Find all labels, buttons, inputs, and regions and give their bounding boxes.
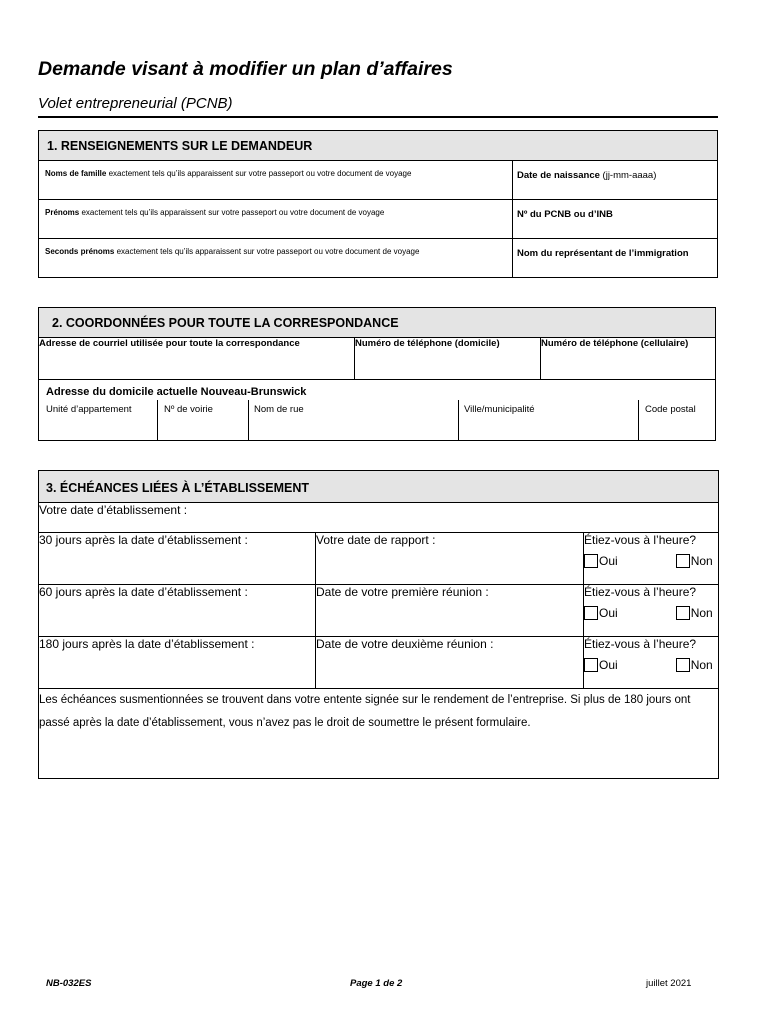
- middle-name-field[interactable]: [39, 239, 513, 278]
- email-label: Adresse de courriel utilisée pour toute la correspondance: [39, 338, 300, 349]
- no-label: Non: [690, 554, 713, 568]
- last-name-field[interactable]: [39, 161, 513, 200]
- home-address-title: Adresse du domicile actuelle Nouveau-Brunswick: [46, 386, 307, 398]
- yes-label: Oui: [599, 606, 618, 620]
- section-1-heading: 1. RENSEIGNEMENTS SUR LE DEMANDEUR: [39, 131, 718, 161]
- middle-name-hint: exactement tels qu’ils apparaissent sur votre passeport ou votre document de voyage: [114, 247, 420, 256]
- second-meeting-label: Date de votre deuxième réunion :: [316, 637, 494, 651]
- immigration-rep-field[interactable]: [513, 239, 718, 278]
- on-time-question: [584, 533, 719, 585]
- cell-phone-label: Numéro de téléphone (cellulaire): [541, 338, 689, 349]
- page-title: Demande visant à modifier un plan d’affaires: [38, 58, 453, 80]
- address-divider: [638, 400, 639, 440]
- deadlines-note: Les échéances susmentionnées se trouvent dans votre entente signée sur le rendement de l’entreprise. Si plus de 180 jours ont passé après la date d’établissement, vous n’avez pas le droit de soumettre le présent formulaire.: [39, 689, 719, 779]
- cell-phone-field[interactable]: [541, 338, 716, 380]
- yes-label: Oui: [599, 554, 618, 568]
- street-name-field[interactable]: Nom de rue: [254, 404, 304, 415]
- first-name-field[interactable]: [39, 200, 513, 239]
- section-2-heading: 2. COORDONNÉES POUR TOUTE LA CORRESPONDANCE: [39, 308, 716, 338]
- deadline-60-days: [39, 585, 316, 637]
- first-meeting-date-field[interactable]: [316, 585, 584, 637]
- no-checkbox[interactable]: [676, 554, 690, 568]
- city-field[interactable]: Ville/municipalité: [464, 404, 535, 415]
- middle-name-label: Seconds prénoms: [45, 247, 115, 256]
- address-divider: [248, 400, 249, 440]
- apartment-unit-field[interactable]: Unité d’appartement: [46, 404, 132, 415]
- street-number-field[interactable]: Nº de voirie: [164, 404, 213, 415]
- form-code: NB-032ES: [46, 978, 92, 989]
- correspondence-section: [38, 307, 716, 441]
- yes-checkbox[interactable]: [584, 554, 598, 568]
- on-time-label: Étiez-vous à l’heure?: [584, 637, 697, 651]
- form-date: juillet 2021: [646, 978, 692, 989]
- first-name-hint: exactement tels qu’ils apparaissent sur votre passeport ou votre document de voyage: [79, 208, 385, 217]
- deadlines-section: [38, 470, 719, 779]
- birth-date-field[interactable]: [513, 161, 718, 200]
- first-name-label: Prénoms: [45, 208, 80, 217]
- first-meeting-label: Date de votre première réunion :: [316, 585, 489, 599]
- on-time-question: [584, 585, 719, 637]
- report-date-field[interactable]: [316, 533, 584, 585]
- home-phone-label: Numéro de téléphone (domicile): [355, 338, 500, 349]
- page-subtitle: Volet entrepreneurial (PCNB): [38, 95, 233, 112]
- yes-checkbox[interactable]: [584, 606, 598, 620]
- no-label: Non: [690, 658, 713, 672]
- report-date-label: Votre date de rapport :: [316, 533, 436, 547]
- home-phone-field[interactable]: [355, 338, 541, 380]
- email-field[interactable]: [39, 338, 355, 380]
- deadline-30-days: [39, 533, 316, 585]
- birth-date-label: Date de naissance: [517, 170, 600, 181]
- last-name-hint: exactement tels qu’ils apparaissent sur votre passeport ou votre document de voyage: [106, 169, 412, 178]
- section-3-heading: 3. ÉCHÉANCES LIÉES À L’ÉTABLISSEMENT: [39, 471, 719, 503]
- pcnb-number-label: Nº du PCNB ou d’INB: [517, 209, 613, 220]
- page-number: Page 1 de 2: [350, 978, 403, 989]
- yes-checkbox[interactable]: [584, 658, 598, 672]
- yes-label: Oui: [599, 658, 618, 672]
- deadline-label: 180 jours après la date d’établissement :: [39, 637, 255, 651]
- deadline-label: 30 jours après la date d’établissement :: [39, 533, 248, 547]
- deadline-label: 60 jours après la date d’établissement :: [39, 585, 248, 599]
- establishment-date-label: Votre date d’établissement :: [39, 503, 188, 517]
- birth-date-format: (jj-mm-aaaa): [599, 170, 657, 181]
- pcnb-number-field[interactable]: [513, 200, 718, 239]
- no-checkbox[interactable]: [676, 658, 690, 672]
- postal-code-field[interactable]: Code postal: [645, 404, 696, 415]
- home-address-block: [39, 380, 716, 441]
- on-time-label: Étiez-vous à l’heure?: [584, 533, 697, 547]
- no-checkbox[interactable]: [676, 606, 690, 620]
- applicant-info-section: [38, 130, 718, 278]
- on-time-label: Étiez-vous à l’heure?: [584, 585, 697, 599]
- title-divider: [38, 116, 718, 118]
- establishment-date-field[interactable]: [39, 503, 719, 533]
- immigration-rep-label: Nom du représentant de l’immigration: [517, 248, 689, 259]
- address-divider: [458, 400, 459, 440]
- second-meeting-date-field[interactable]: [316, 637, 584, 689]
- last-name-label: Noms de famille: [45, 169, 107, 178]
- on-time-question: [584, 637, 719, 689]
- deadline-180-days: [39, 637, 316, 689]
- no-label: Non: [690, 606, 713, 620]
- address-divider: [157, 400, 158, 440]
